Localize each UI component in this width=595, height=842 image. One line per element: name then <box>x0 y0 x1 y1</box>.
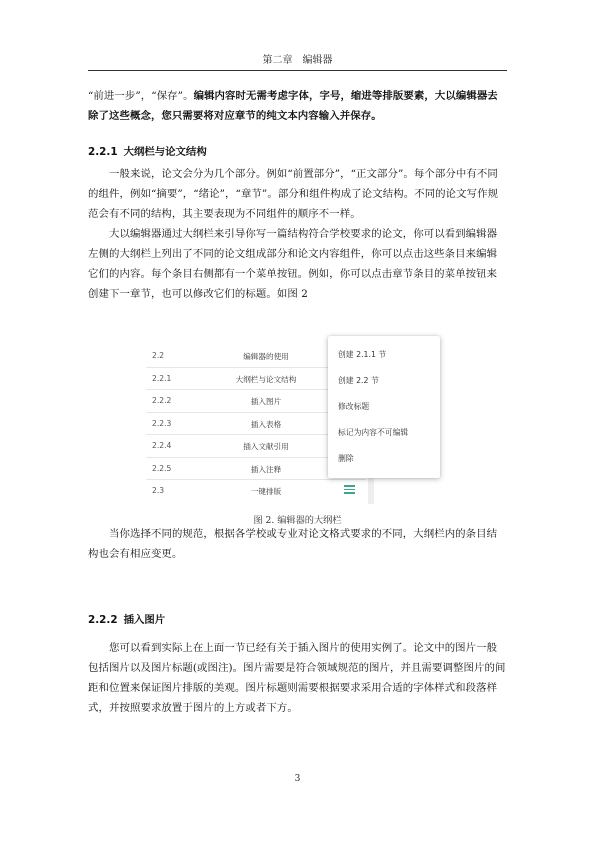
menu-item-lock-content[interactable]: 标记为内容不可编辑 <box>338 428 409 437</box>
section-title: 插入图片 <box>123 614 166 626</box>
outline-row-number: 2.2 <box>152 351 165 360</box>
figure-caption: 图 2. 编辑器的大纲栏 <box>253 515 342 526</box>
outline-row-title: 插入表格 <box>250 419 282 429</box>
menu-item-create-subsection[interactable]: 创建 2.1.1 节 <box>338 350 387 359</box>
section-heading-insert-image <box>88 612 165 628</box>
section-title: 大纲栏与论文结构 <box>123 146 207 158</box>
paragraph-structure-2: 大以编辑器通过大纲栏来引导你写一篇结构符合学校要求的论文，你可以看到编辑器左侧的大纲栏上列出了不同的论文组成部分和论文内容组件，你可以点击这些条目来编辑它们的内容。每个条目右侧都有一个菜单按钮。例如，你可以点击章节条目的菜单按钮来创建下一章节，也可以修改它们的标题。如图 2 <box>88 228 498 300</box>
outline-row[interactable] <box>146 479 366 502</box>
outline-row-title: 大纲栏与论文结构 <box>235 374 297 384</box>
paragraph-structure-1: 一般来说，论文会分为几个部分。例如“前置部分”，“正文部分”。每个部分中有不同的组件，例如“摘要”，“绪论”，“章节”。部分和组件构成了论文结构。不同的论文写作规范会有不同的结构，其主要表现为不同组件的顺序不一样。 <box>88 168 499 220</box>
figure-outline-panel <box>146 344 450 504</box>
chapter-label: 第二章 <box>262 55 293 66</box>
menu-item-rename[interactable]: 修改标题 <box>338 402 370 411</box>
section-heading-outline <box>88 144 207 160</box>
header-rule <box>88 70 507 71</box>
paragraph-intro <box>88 86 507 126</box>
outline-row-title: 插入注释 <box>250 464 282 474</box>
outline-row-number: 2.3 <box>152 486 165 495</box>
outline-row-number: 2.2.2 <box>152 396 172 405</box>
section-number: 2.2.2 <box>88 614 118 626</box>
running-header <box>88 54 507 68</box>
paragraph-intro-normal: “前进一步”，“保存”。 <box>88 90 194 102</box>
paragraph-insert-image-text: 您可以看到实际上在上面一节已经有关于插入图片的使用实例了。论文中的图片一般包括图片以及图片标题(或图注)。图片需要是符合领域规范的图片，并且需要调整图片的间距和位置来保证图片排版的美观。图片标题则需要根据要求采用合适的字体样式和段落样式，并按照要求放置于图片的上方或者下方。 <box>88 642 506 714</box>
outline-row-number: 2.2.1 <box>152 373 172 383</box>
menu-item-create-section[interactable]: 创建 2.2 节 <box>338 376 379 385</box>
outline-row-title: 插入文献引用 <box>243 442 289 451</box>
paragraph-insert-image <box>88 638 507 718</box>
paragraph-intro-bold: 编辑内容时无需考虑字体，字号，缩进等排版要素，大以编辑器去除了这些概念，您只需要将对应章节的纯文本内容输入并保存。 <box>88 90 498 122</box>
outline-row-number: 2.2.3 <box>152 418 172 428</box>
outline-row-title: 编辑器的使用 <box>243 352 289 361</box>
outline-row-number: 2.2.5 <box>152 463 172 473</box>
menu-item-delete[interactable]: 删除 <box>338 454 354 463</box>
section-number: 2.2.1 <box>88 146 118 158</box>
context-menu <box>328 336 440 478</box>
paragraph-standards <box>88 524 507 564</box>
paragraph-standards-text: 当你选择不同的规范，根据各学校或专业对论文格式要求的不同，大纲栏内的条目结构也会有相应变更。 <box>88 528 498 560</box>
page-number: 3 <box>294 774 301 784</box>
paragraph-structure <box>88 164 507 304</box>
hamburger-menu-icon[interactable] <box>344 485 355 495</box>
outline-row-title: 插入图片 <box>250 397 282 406</box>
outline-row-number: 2.2.4 <box>152 441 172 450</box>
chapter-title: 编辑器 <box>302 55 333 66</box>
outline-row-title: 一键排版 <box>250 487 282 496</box>
